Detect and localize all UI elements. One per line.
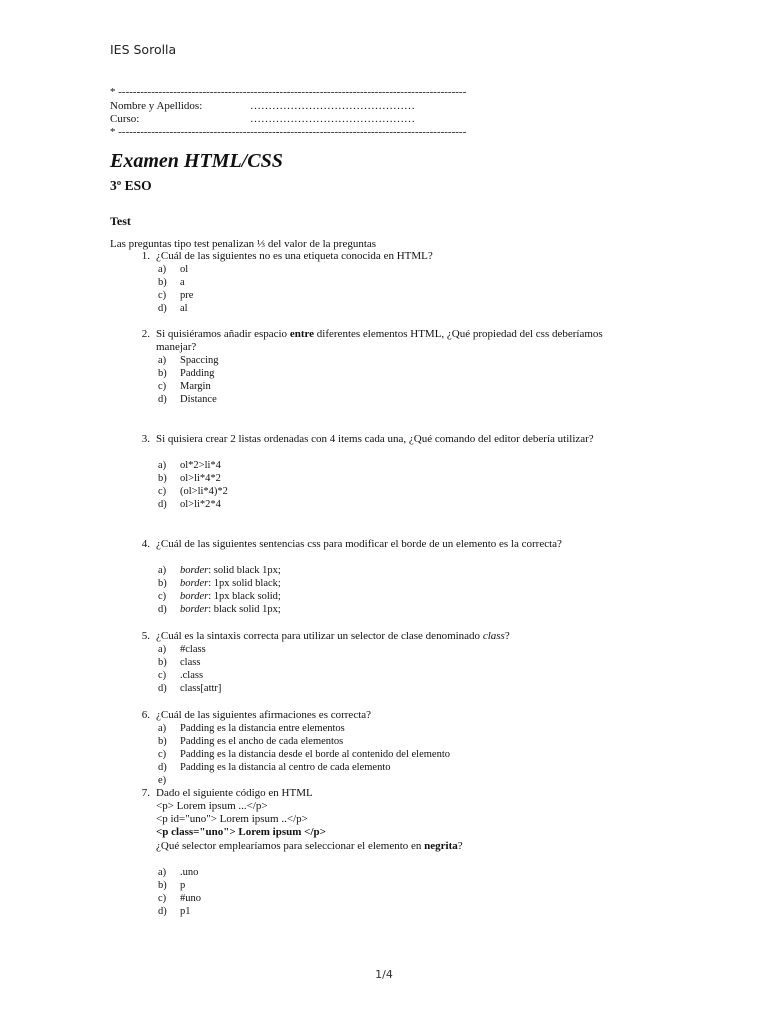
question-text: ¿Cuál es la sintaxis correcta para utilizar un selector de clase denominado class?	[156, 630, 510, 642]
question-text: Dado el siguiente código en HTML	[156, 787, 313, 799]
question-number: 2.	[141, 328, 150, 340]
option-letter: a)	[158, 264, 167, 275]
option-text: ol*2>li*4	[180, 460, 221, 471]
option-text: Padding es el ancho de cada elementos	[180, 736, 344, 747]
section-heading: Test	[110, 214, 131, 228]
option-text: p1	[180, 906, 191, 917]
option-text: p	[180, 880, 186, 891]
exam-subtitle: 3º ESO	[110, 178, 152, 193]
question-text: Si quisiera crear 2 listas ordenadas con 4 items cada una, ¿Qué comando del editor debería utilizar?	[156, 433, 594, 445]
code-line: <p id="uno"> Lorem ipsum ..</p>	[156, 813, 308, 825]
option-letter: d)	[158, 303, 167, 314]
option-text: pre	[180, 290, 194, 301]
question-number: 4.	[141, 538, 150, 550]
separator-bottom: * -----------------------------------------------------------------------------------------------	[110, 126, 467, 138]
option-letter: c)	[158, 749, 167, 760]
question-number: 1.	[141, 250, 150, 262]
option-letter: e)	[158, 775, 167, 786]
page-number: 1/4	[375, 968, 393, 981]
option-letter: b)	[158, 368, 167, 379]
school-header: IES Sorolla	[110, 42, 177, 57]
option-letter: d)	[158, 762, 167, 773]
option-text: ol	[180, 264, 189, 275]
option-letter: c)	[158, 591, 167, 602]
option-letter: d)	[158, 394, 167, 405]
option-text: Padding es la distancia desde el borde al contenido del elemento	[180, 749, 450, 760]
option-letter: c)	[158, 893, 167, 904]
option-letter: c)	[158, 486, 167, 497]
option-letter: a)	[158, 723, 167, 734]
option-text: #class	[180, 644, 206, 655]
option-text: (ol>li*4)*2	[180, 486, 228, 497]
separator-top: * -----------------------------------------------------------------------------------------------	[110, 86, 467, 98]
question-number: 7.	[141, 787, 150, 799]
option-text: al	[180, 303, 188, 314]
option-text: Padding es la distancia al centro de cada elemento	[180, 762, 391, 773]
option-text: Padding	[180, 368, 215, 379]
option-text: .class	[180, 670, 204, 681]
option-letter: b)	[158, 277, 167, 288]
course-label: Curso:	[110, 113, 140, 125]
option-letter: d)	[158, 683, 167, 694]
exam-title: Examen HTML/CSS	[110, 150, 283, 172]
option-text: class	[180, 657, 201, 668]
option-letter: a)	[158, 565, 167, 576]
option-text: class[attr]	[180, 683, 222, 694]
option-letter: a)	[158, 355, 167, 366]
option-letter: c)	[158, 670, 167, 681]
option-letter: a)	[158, 460, 167, 471]
option-text: Padding es la distancia entre elementos	[180, 723, 345, 734]
option-letter: b)	[158, 880, 167, 891]
option-text: ol>li*2*4	[180, 499, 221, 510]
option-text: border: 1px solid black;	[180, 578, 281, 589]
option-letter: b)	[158, 736, 167, 747]
option-letter: a)	[158, 867, 167, 878]
question-text: ¿Cuál de las siguientes afirmaciones es correcta?	[156, 709, 372, 721]
option-letter: d)	[158, 906, 167, 917]
option-letter: b)	[158, 473, 167, 484]
option-letter: c)	[158, 381, 167, 392]
intro-text: Las preguntas tipo test penalizan ⅓ del valor de la preguntas	[110, 238, 377, 250]
option-letter: d)	[158, 499, 167, 510]
option-letter: d)	[158, 604, 167, 615]
question-number: 5.	[141, 630, 150, 642]
name-label: Nombre y Apellidos:	[110, 100, 203, 112]
option-text: Spaccing	[180, 355, 219, 366]
option-text: border: black solid 1px;	[180, 604, 281, 615]
option-text: border: 1px black solid;	[180, 591, 281, 602]
code-line: <p> Lorem ipsum ...</p>	[156, 800, 268, 812]
option-text: #uno	[180, 893, 201, 904]
question-number: 6.	[141, 709, 150, 721]
option-text: .uno	[180, 867, 199, 878]
option-text: Distance	[180, 394, 217, 405]
option-letter: c)	[158, 290, 167, 301]
option-text: a	[180, 277, 185, 288]
name-dots: ………………………………………	[250, 100, 415, 112]
question-text: Si quisiéramos añadir espacio entre diferentes elementos HTML, ¿Qué propiedad del css deberíamos	[156, 328, 603, 340]
option-text: border: solid black 1px;	[180, 565, 281, 576]
option-text: ol>li*4*2	[180, 473, 221, 484]
option-text: Margin	[180, 381, 211, 392]
question-number: 3.	[141, 433, 150, 445]
option-letter: a)	[158, 644, 167, 655]
course-dots: ………………………………………	[250, 113, 415, 125]
question-text: ¿Cuál de las siguientes sentencias css para modificar el borde de un elemento es la correcta?	[156, 538, 562, 550]
code-line-bold: <p class="uno"> Lorem ipsum </p>	[156, 826, 326, 838]
option-letter: b)	[158, 657, 167, 668]
question-text: ¿Cuál de las siguientes no es una etiqueta conocida en HTML?	[156, 250, 433, 262]
option-letter: b)	[158, 578, 167, 589]
exam-page: IES Sorolla * ----------------------------------------------------------------------------------------------- Nombre y Apellidos: ……………………………………… Curso: ……………………………………… * ----------------------------------------------------------------------------------------------- Examen HTML/CSS 3º ESO Test Las preguntas tipo test penalizan ⅓ del valor de la preguntas 1. ¿Cuál de las siguientes no es una etiqueta conocida en HTML? a) ol b) a c) pre d) al 2. Si quisiéramos añadir espacio entre diferentes elementos HTML, ¿Qué propiedad del css deberíamos manejar? a) Spaccing b) Padding c) Margin d) Distance 3. Si quisiera crear 2 listas ordenadas con 4 items cada una, ¿Qué comando del editor debería utilizar? a) ol*2>li*4 b) ol>li*4*2 c) (ol>li*4)*2 d) ol>li*2*4 4. ¿Cuál de las siguientes sentencias css para modificar el borde de un elemento es la correcta? a) border: solid black 1px; b) border: 1px solid black; c) border: 1px black solid; d) border: black solid 1px; 5. ¿Cuál es la sintaxis correcta para utilizar un selector de clase denominado class? a) #class b) class c) .class d) class[attr] 6. ¿Cuál de las siguientes afirmaciones es correcta? a) Padding es la distancia entre elementos b) Padding es el ancho de cada elementos c) Padding es la distancia desde el borde al contenido del elemento d) Padding es la distancia al centro de cada elemento e) 7. Dado el siguiente código en HTML <p> Lorem ipsum ...</p> <p id="uno"> Lorem ipsum ..</p> <p class="uno"> Lorem ipsum </p> ¿Qué selector emplearíamos para seleccionar el elemento en negrita? a) .uno b) p c) #uno d) p1 1/4	[0, 0, 768, 1024]
